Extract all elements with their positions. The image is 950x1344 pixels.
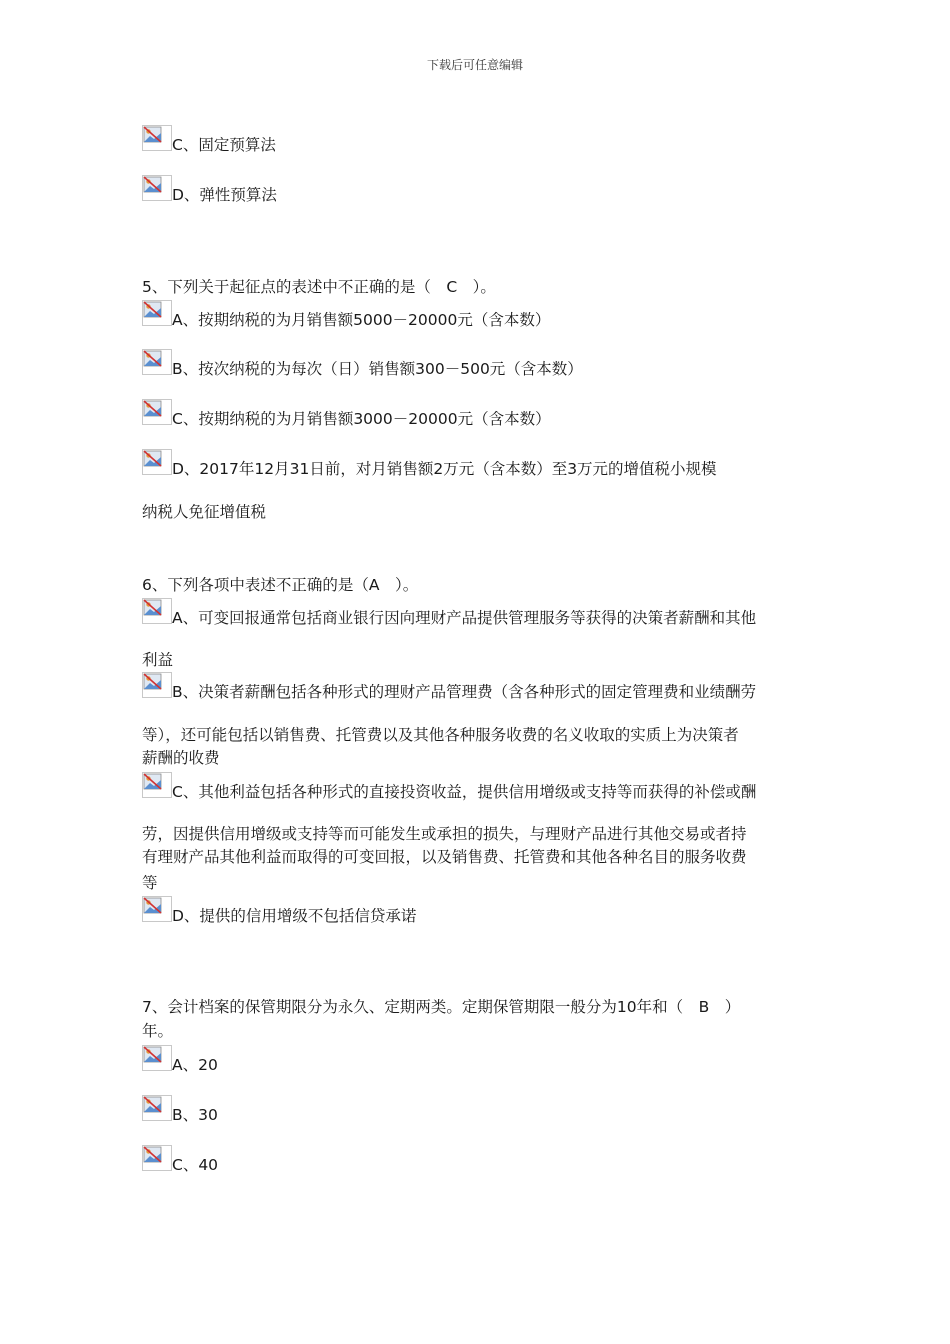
q6-option-a[interactable] — [142, 598, 756, 629]
q7-stem-continued: 年。 — [142, 1022, 174, 1040]
q6-option-a-continued: 利益 — [142, 651, 174, 669]
option-label: D、2017年12月31日前，对月销售额2万元（含本数）至3万元的增值税小规模 — [172, 460, 717, 478]
option-label: A、20 — [172, 1056, 218, 1074]
q7-option-a[interactable] — [142, 1045, 218, 1076]
broken-image-icon — [142, 300, 172, 326]
broken-image-icon — [142, 1045, 172, 1071]
q5-option-c[interactable] — [142, 399, 551, 430]
q6-option-c[interactable] — [142, 772, 756, 803]
broken-image-icon — [142, 449, 172, 475]
option-label: C、固定预算法 — [172, 136, 276, 154]
q6-option-c-continued-2: 有理财产品其他利益而取得的可变回报，以及销售费、托管费和其他各种名目的服务收费 — [142, 848, 747, 866]
broken-image-icon — [142, 1145, 172, 1171]
broken-image-icon — [142, 125, 172, 151]
q5-option-b[interactable] — [142, 349, 583, 380]
broken-image-icon — [142, 349, 172, 375]
broken-image-icon — [142, 598, 172, 624]
broken-image-icon — [142, 672, 172, 698]
broken-image-icon — [142, 175, 172, 201]
option-label: B、决策者薪酬包括各种形式的理财产品管理费（含各种形式的固定管理费和业绩酬劳 — [172, 683, 757, 701]
option-label: C、其他利益包括各种形式的直接投资收益，提供信用增级或支持等而获得的补偿或酬 — [172, 783, 757, 801]
option-label: B、30 — [172, 1106, 218, 1124]
q4-option-d[interactable] — [142, 175, 277, 206]
q5-option-d-continued: 纳税人免征增值税 — [142, 503, 267, 521]
q5-option-d[interactable] — [142, 449, 717, 480]
broken-image-icon — [142, 772, 172, 798]
q5-stem: 5、下列关于起征点的表述中不正确的是（ C ）。 — [142, 278, 496, 296]
option-label: D、提供的信用增级不包括信贷承诺 — [172, 907, 417, 925]
q6-option-d[interactable] — [142, 896, 416, 927]
broken-image-icon — [142, 896, 172, 922]
q5-option-a[interactable] — [142, 300, 550, 331]
broken-image-icon — [142, 1095, 172, 1121]
q7-stem: 7、会计档案的保管期限分为永久、定期两类。定期保管期限一般分为10年和（ B ） — [142, 998, 741, 1016]
q6-option-b-continued-2: 薪酬的收费 — [142, 749, 220, 767]
q7-option-c[interactable] — [142, 1145, 218, 1176]
q7-option-b[interactable] — [142, 1095, 218, 1126]
q6-option-b[interactable] — [142, 672, 756, 703]
q6-option-c-continued-3: 等 — [142, 874, 158, 892]
q6-stem: 6、下列各项中表述不正确的是（A ）。 — [142, 576, 419, 594]
option-label: C、40 — [172, 1156, 219, 1174]
option-label: C、按期纳税的为月销售额3000－20000元（含本数） — [172, 410, 551, 428]
broken-image-icon — [142, 399, 172, 425]
q6-option-c-continued-1: 劳，因提供信用增级或支持等而可能发生或承担的损失，与理财产品进行其他交易或者持 — [142, 825, 747, 843]
option-label: A、可变回报通常包括商业银行因向理财产品提供管理服务等获得的决策者薪酬和其他 — [172, 609, 757, 627]
option-label: B、按次纳税的为每次（日）销售额300－500元（含本数） — [172, 360, 583, 378]
page-header: 下载后可任意编辑 — [426, 58, 523, 72]
q4-option-c[interactable] — [142, 125, 276, 156]
q6-option-b-continued-1: 等），还可能包括以销售费、托管费以及其他各种服务收费的名义收取的实质上为决策者 — [142, 726, 739, 744]
option-label: D、弹性预算法 — [172, 186, 277, 204]
option-label: A、按期纳税的为月销售额5000－20000元（含本数） — [172, 311, 551, 329]
